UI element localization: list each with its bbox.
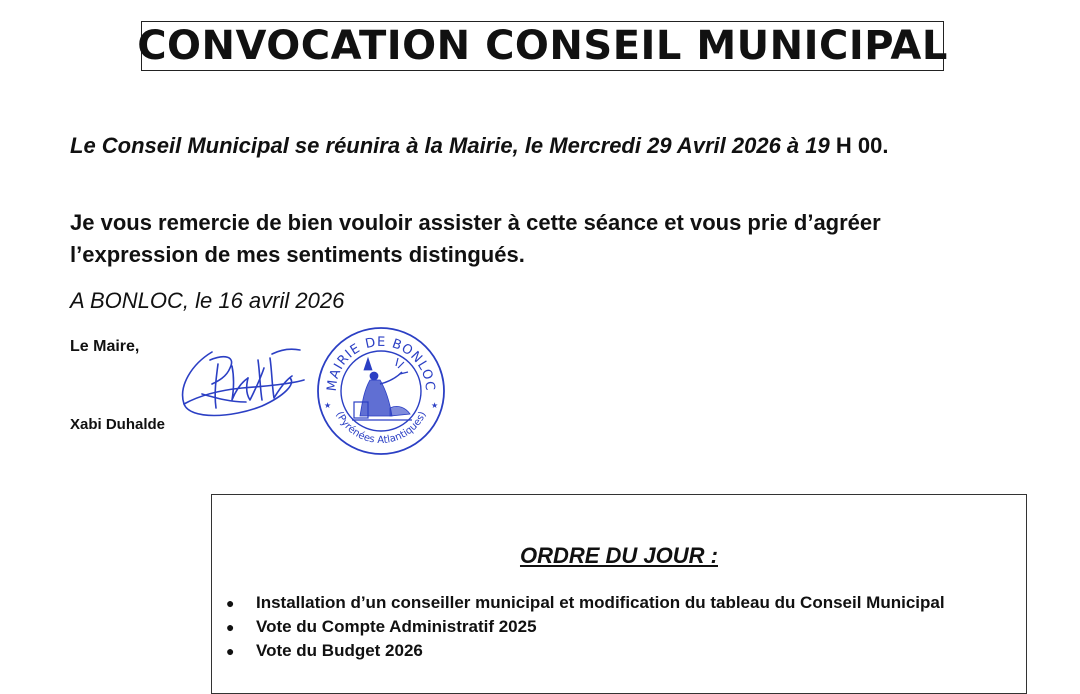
place-and-date: A BONLOC, le 16 avril 2026 (70, 288, 345, 313)
meeting-announcement (70, 130, 1000, 162)
svg-text:★: ★ (431, 401, 439, 410)
signatory-name: Xabi Duhalde (70, 416, 166, 433)
meeting-text: Le Conseil Municipal se réunira à la Mairie, le Mercredi 29 Avril 2026 à 19 (70, 133, 830, 158)
bullet-icon: ● (226, 595, 235, 611)
agenda-list (226, 592, 986, 664)
handwritten-signature (172, 324, 312, 424)
agenda-item (226, 616, 986, 638)
bullet-icon: ● (226, 643, 235, 659)
town-hall-stamp (314, 324, 448, 458)
agenda-title: ORDRE DU JOUR : (519, 543, 718, 568)
agenda-item (226, 640, 986, 662)
bullet-icon: ● (226, 619, 235, 635)
agenda-box (211, 494, 1027, 694)
document-title: CONVOCATION CONSEIL MUNICIPAL (137, 23, 948, 69)
courtesy-paragraph: Je vous remercie de bien vouloir assister à cette séance et vous prie d’agréer l’expression de mes sentiments distingués. (70, 210, 881, 267)
title-box (137, 21, 948, 71)
svg-text:(Pyrénées Atlantiques): (Pyrénées Atlantiques) (333, 410, 429, 447)
agenda-item-text: Vote du Compte Administratif 2025 (256, 617, 537, 636)
svg-text:MAIRIE DE BONLOC: MAIRIE DE BONLOC (324, 334, 438, 393)
agenda-heading (212, 543, 1026, 569)
meeting-time-suffix: H 00. (829, 133, 889, 158)
agenda-item (226, 592, 986, 614)
signatory-role: Le Maire, (70, 338, 140, 355)
svg-text:★: ★ (324, 401, 332, 410)
agenda-item-text: Installation d’un conseiller municipal et modification du tableau du Conseil Municipal (256, 593, 945, 612)
agenda-item-text: Vote du Budget 2026 (256, 641, 423, 660)
